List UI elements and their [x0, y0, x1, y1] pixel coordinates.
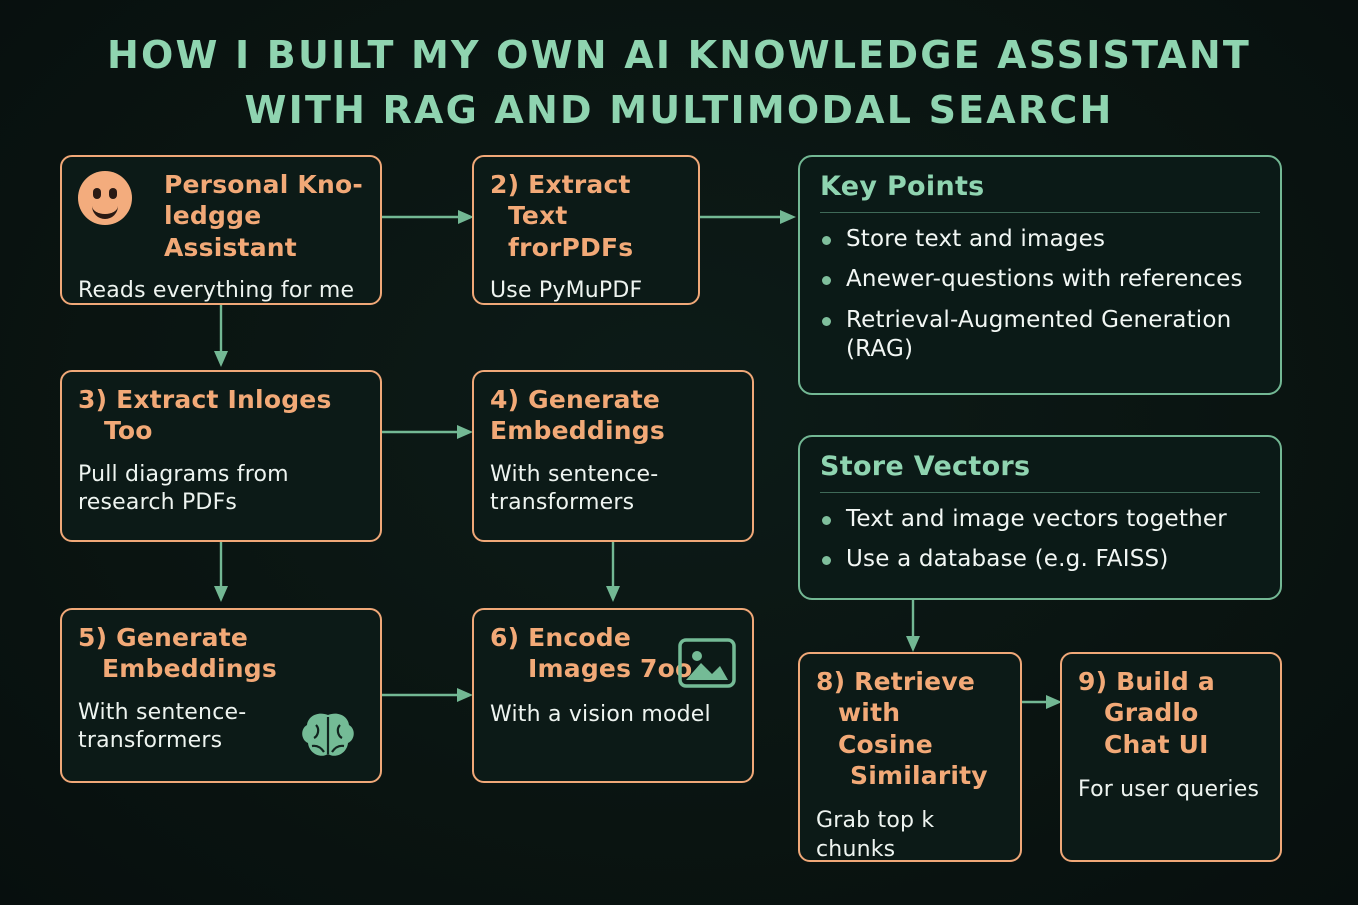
arrow-embeddings4-to-encode-images — [598, 542, 638, 612]
panel-key-points-title: Key Points — [820, 171, 1260, 213]
image-icon — [678, 638, 736, 688]
title-line-2: WITH RAG AND MULTIMODAL SEARCH — [244, 88, 1114, 133]
list-item: Anewer-questions with references — [820, 265, 1260, 294]
panel-key-points — [798, 155, 1282, 395]
body-line-2: transformers — [78, 728, 223, 754]
node-generate-embeddings-4[interactable] — [472, 370, 754, 542]
node-personal-assistant[interactable] — [60, 155, 382, 305]
head-line-1: Personal Kno- — [164, 170, 363, 199]
node-generate-embeddings-4-head — [490, 384, 736, 447]
node-extract-text[interactable] — [472, 155, 700, 305]
node-generate-embeddings-5[interactable] — [60, 608, 382, 783]
arrow-assistant-to-extract-images — [206, 305, 246, 375]
head-line-1: 3) Extract Inloges — [78, 385, 332, 414]
node-build-chat-ui-body: For user queries — [1078, 776, 1260, 802]
body-line-1: With sentence- — [490, 461, 659, 487]
head-line-1: 2) Extract — [490, 170, 631, 199]
list-item: Retrieval-Augmented Generation (RAG) — [820, 306, 1260, 365]
node-extract-images-head — [78, 384, 364, 447]
page-title — [0, 28, 1358, 138]
head-line-2: Images 7oo — [528, 654, 693, 684]
title-line-1: HOW I BUILT MY OWN AI KNOWLEDGE ASSISTANT — [106, 33, 1252, 77]
body-line-2: transformers — [490, 490, 635, 516]
node-extract-text-body: Use PyMuPDF — [490, 277, 643, 303]
head-line-1: 8) Retrieve — [816, 667, 975, 696]
node-personal-assistant-body: Reads everything for me — [78, 277, 355, 303]
head-line-1: 6) Encode — [490, 623, 632, 652]
node-extract-images-body — [78, 461, 364, 518]
arrow-embeddings5-to-encode-images — [381, 683, 481, 713]
head-line-1: 5) Generate — [78, 623, 249, 652]
body-line-1: Pull diagrams from — [78, 461, 289, 487]
head-line-2: Embeddings — [102, 654, 277, 684]
node-retrieve-cosine-body — [816, 807, 1004, 864]
smiley-face-icon — [78, 171, 132, 225]
arrow-extract-text-to-key-points — [700, 205, 805, 235]
arrow-extract-images-to-embeddings5 — [206, 542, 246, 612]
list-item: Text and image vectors together — [820, 505, 1260, 534]
head-line-3: Chat UI — [1104, 729, 1209, 759]
node-encode-images[interactable] — [472, 608, 754, 783]
head-line-2: Text frorPDFs — [508, 201, 634, 262]
node-encode-images-body: With a vision model — [490, 701, 711, 727]
node-extract-images[interactable] — [60, 370, 382, 542]
node-build-chat-ui[interactable] — [1060, 652, 1282, 862]
panel-store-vectors-title: Store Vectors — [820, 451, 1260, 493]
head-line-2: ledgge Assistant — [164, 201, 297, 262]
panel-store-vectors — [798, 435, 1282, 600]
node-generate-embeddings-5-head — [78, 622, 364, 685]
panel-key-points-list — [820, 225, 1260, 365]
arrow-assistant-to-extract-text — [380, 205, 480, 235]
list-item: Use a database (e.g. FAISS) — [820, 545, 1260, 574]
list-item: Store text and images — [820, 225, 1260, 254]
body-line-2: research PDFs — [78, 490, 238, 516]
node-retrieve-cosine-head — [816, 666, 1004, 791]
panel-store-vectors-list — [820, 505, 1260, 575]
node-extract-text-head — [490, 169, 682, 263]
head-line-2: Embeddings — [490, 416, 665, 446]
node-build-chat-ui-head — [1078, 666, 1264, 760]
node-personal-assistant-head — [164, 169, 364, 263]
head-line-2: with Cosine — [838, 698, 933, 759]
body-line-2: chunks — [816, 836, 896, 862]
head-line-1: 4) Generate — [490, 385, 661, 414]
head-line-3: Similarity — [850, 760, 988, 790]
node-retrieve-cosine[interactable] — [798, 652, 1022, 862]
head-line-2: Gradlo — [1104, 698, 1199, 728]
brain-icon — [298, 709, 358, 763]
body-line-1: Grab top k — [816, 808, 935, 833]
body-line-1: With sentence- — [78, 699, 247, 725]
arrow-extract-images-to-embeddings4 — [381, 420, 481, 450]
head-line-1: 9) Build a — [1078, 667, 1215, 696]
node-generate-embeddings-4-body — [490, 461, 736, 518]
arrow-store-vectors-to-retrieve — [898, 598, 938, 660]
head-line-2: Too — [104, 416, 153, 446]
